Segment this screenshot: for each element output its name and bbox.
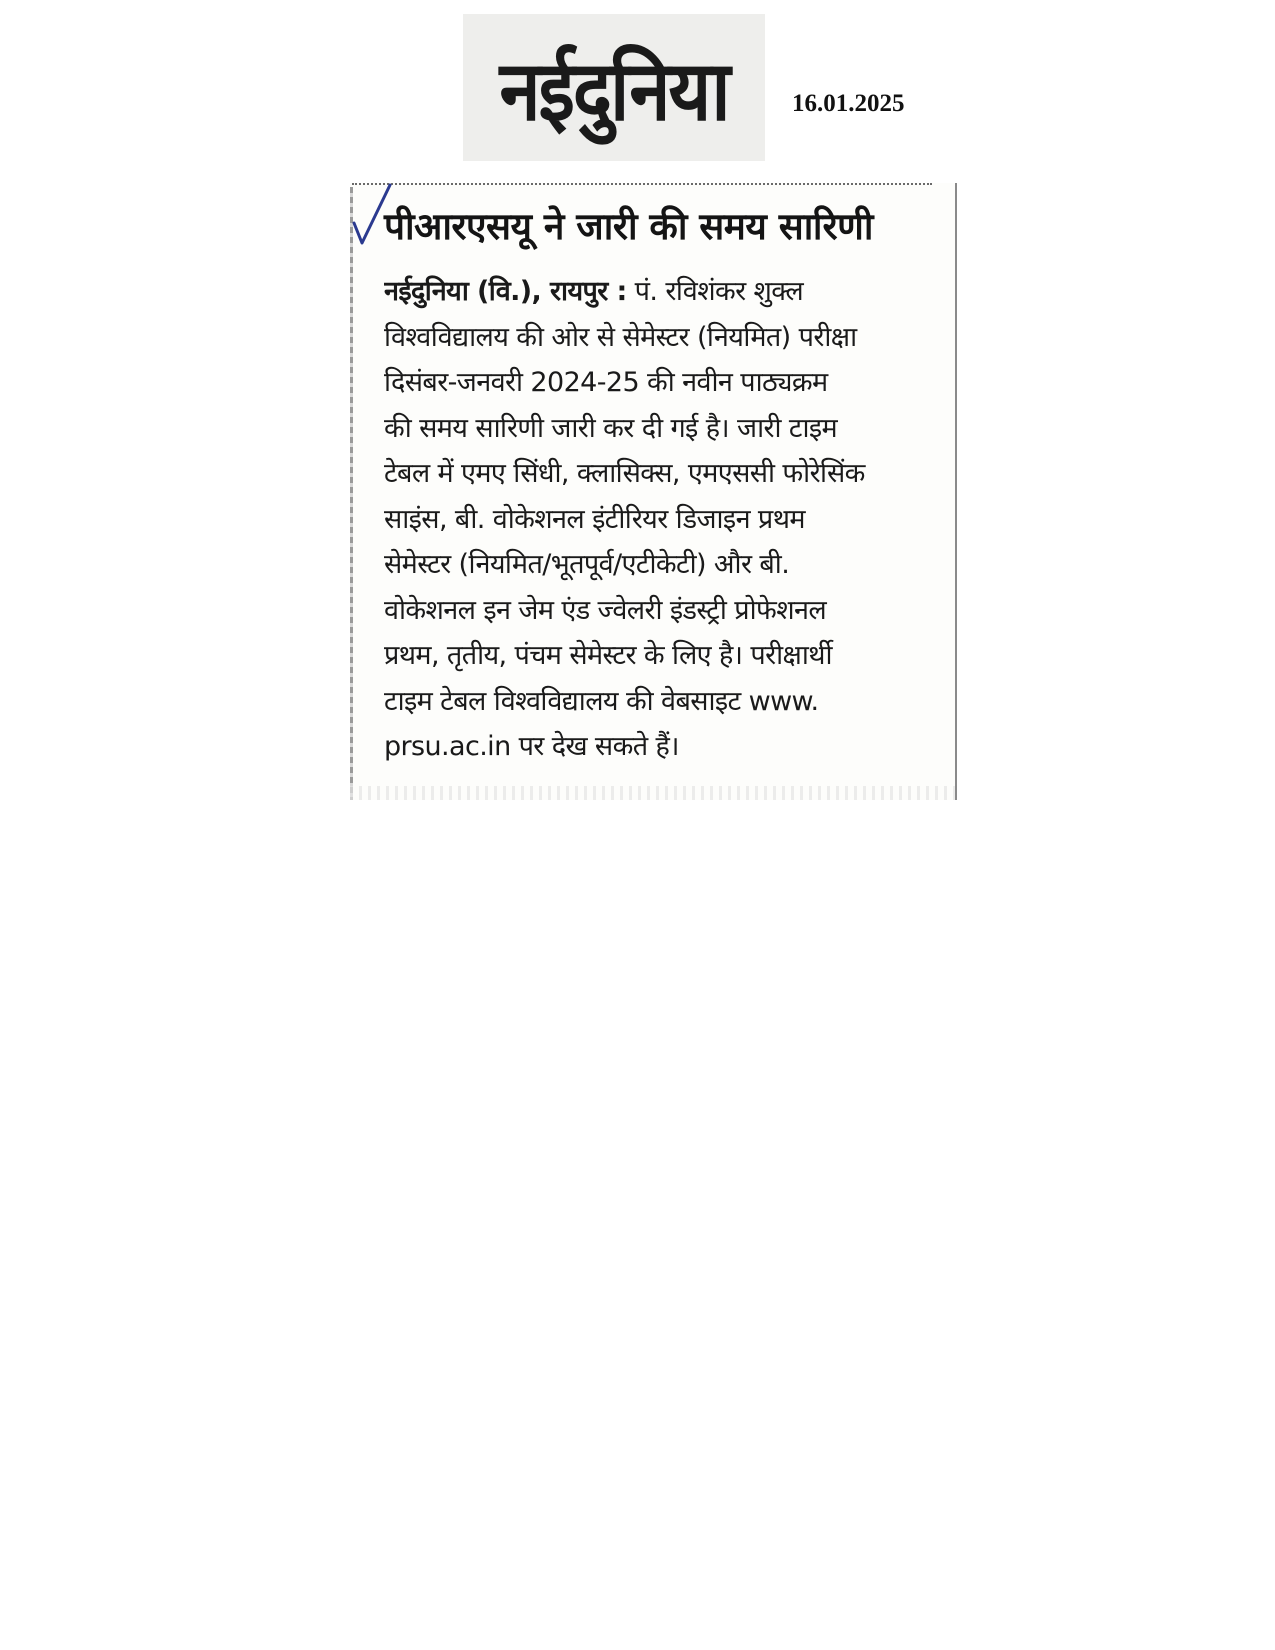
article-line-text: पं. रविशंकर शुक्ल: [634, 276, 804, 307]
clipping-left-edge: [350, 187, 353, 800]
article-line-2: विश्वविद्यालय की ओर से सेमेस्टर (नियमित) परीक्षा: [384, 321, 857, 353]
article-line-3: दिसंबर-जनवरी 2024-25 की नवीन पाठ्यक्रम: [384, 367, 828, 398]
article-line-6: साइंस, बी. वोकेशनल इंटीरियर डिजाइन प्रथम: [384, 503, 805, 535]
article-line-11: prsu.ac.in पर देख सकते हैं।: [384, 731, 679, 762]
article-line-10: टाइम टेबल विश्वविद्यालय की वेबसाइट www.: [384, 685, 819, 717]
article-line-4: की समय सारिणी जारी कर दी गई है। जारी टाइम: [384, 412, 838, 444]
newspaper-logo: नईदुनिया: [499, 43, 729, 140]
article-line-1: [384, 269, 950, 315]
publication-date: 16.01.2025: [792, 90, 905, 117]
article-line-8: वोकेशनल इन जेम एंड ज्वेलरी इंडस्ट्री प्रोफेशनल: [384, 594, 827, 626]
article-line-9: प्रथम, तृतीय, पंचम सेमेस्टर के लिए है। परीक्षार्थी: [384, 640, 832, 671]
article-line-7: सेमेस्टर (नियमित/भूतपूर्व/एटीकेटी) और बी.: [384, 549, 790, 580]
clipping-top-rule: [352, 183, 932, 185]
newspaper-masthead: [463, 14, 765, 161]
article-body: [384, 269, 950, 770]
article-line-5: टेबल में एमए सिंधी, क्लासिक्स, एमएससी फोरेसिंक: [384, 458, 865, 489]
clipping-torn-edge: [350, 786, 955, 800]
article-headline: पीआरएसयू ने जारी की समय सारिणी: [384, 205, 873, 248]
article-dateline: नईदुनिया (वि.), रायपुर :: [384, 276, 627, 307]
news-clipping: [350, 183, 957, 800]
